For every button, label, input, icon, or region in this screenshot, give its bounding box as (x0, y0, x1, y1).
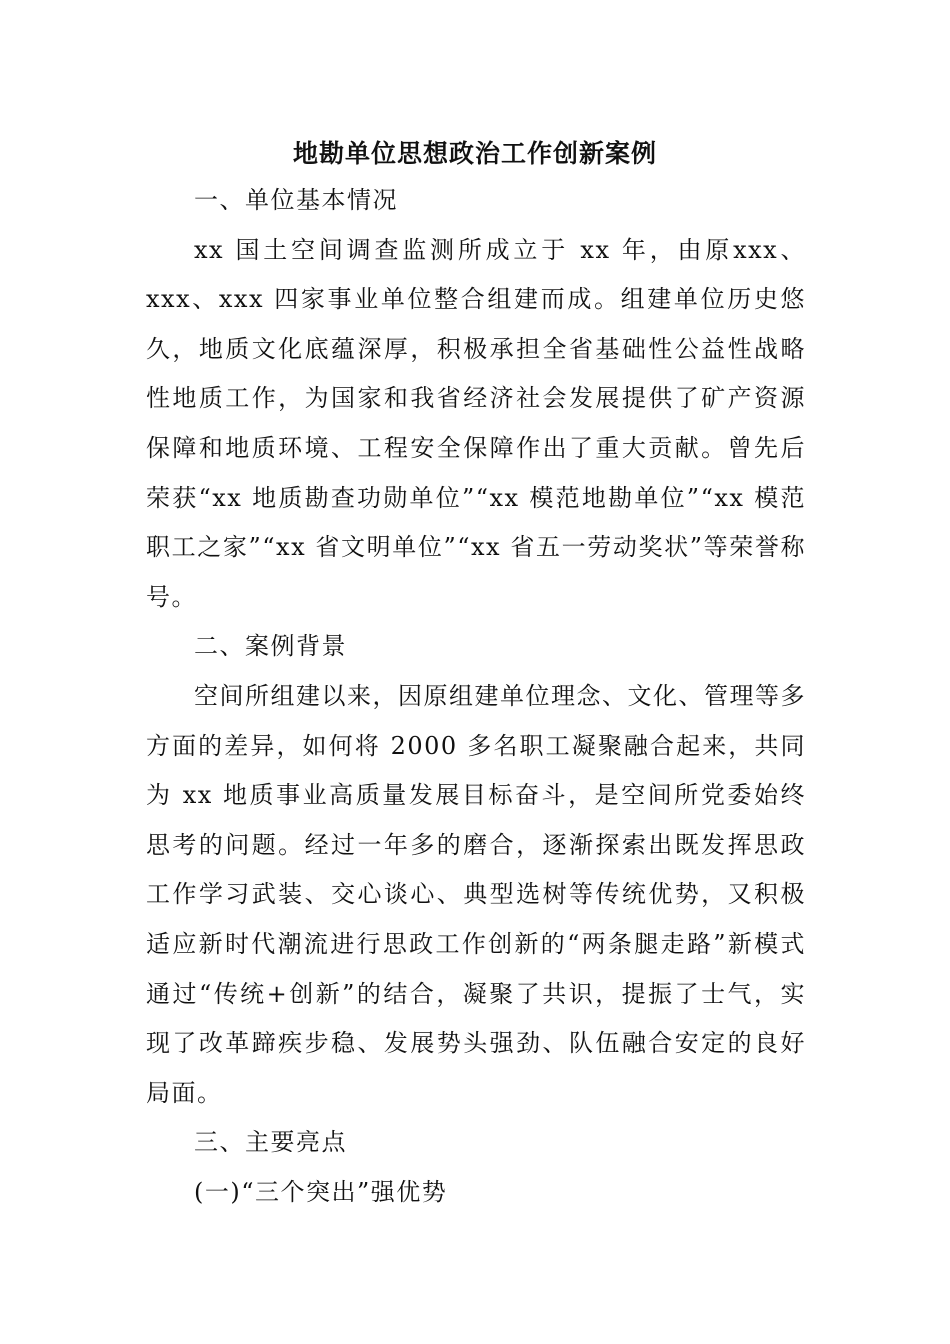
section-heading-basic-info: 一、单位基本情况 (194, 186, 398, 214)
subsection-heading-three-highlights: (一)“三个突出”强优势 (194, 1177, 448, 1206)
paragraph-basic-info: xx 国土空间调查监测所成立于 xx 年，由原xxx、xxx、xxx 四家事业单位整合组建而成。组建单位历史悠久，地质文化底蕴深厚，积极承担全省基础性公益性战略性地质工作，为国家和我省经济社会发展提供了矿产资源保障和地质环境、工程安全保障作出了重大贡献。曾先后荣获“xx 地质勘查功勋单位”“xx 模范地勘单位”“xx 模范职工之家”“xx 省文明单位”“xx 省五一劳动奖状”等荣誉称号。 (146, 235, 806, 611)
paragraph-background: 空间所组建以来，因原组建单位理念、文化、管理等多方面的差异，如何将 2000 多名职工凝聚融合起来，共同为 xx 地质事业高质量发展目标奋斗，是空间所党委始终思考的问题。经过一年多的磨合，逐渐探索出既发挥思政工作学习武装、交心谈心、典型选树等传统优势，又积极适应新时代潮流进行思政工作创新的“两条腿走路”新模式通过“传统+创新”的结合，凝聚了共识，提振了士气，实现了改革蹄疾步稳、发展势头强劲、队伍融合安定的良好局面。 (146, 681, 806, 1107)
section-heading-background: 二、案例背景 (194, 632, 347, 661)
document-title: 地勘单位思想政治工作创新案例 (292, 139, 657, 168)
section-heading-highlights: 三、主要亮点 (194, 1128, 347, 1157)
document-body (146, 176, 806, 1217)
